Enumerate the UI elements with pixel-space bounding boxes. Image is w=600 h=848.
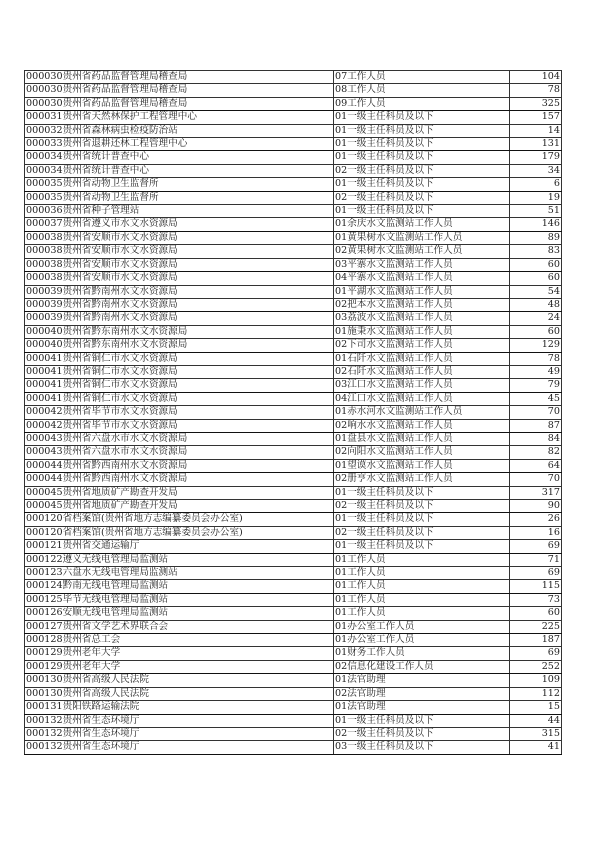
unit-cell: 000030贵州省药品监督管理局稽查局 xyxy=(25,84,334,97)
count-cell: 109 xyxy=(510,674,562,687)
position-cell: 01一级主任科员及以下 xyxy=(334,513,510,526)
count-cell: 64 xyxy=(510,459,562,472)
unit-cell: 000034贵州省统计普查中心 xyxy=(25,164,334,177)
count-cell: 129 xyxy=(510,339,562,352)
count-cell: 252 xyxy=(510,660,562,673)
count-cell: 115 xyxy=(510,580,562,593)
table-row xyxy=(25,620,562,633)
position-cell: 01一级主任科员及以下 xyxy=(334,138,510,151)
count-cell: 157 xyxy=(510,111,562,124)
unit-cell: 000132贵州省生态环境厅 xyxy=(25,741,334,754)
position-cell: 03平寨水文监测站工作人员 xyxy=(334,258,510,271)
position-cell: 01工作人员 xyxy=(334,607,510,620)
position-cell: 04平寨水文监测站工作人员 xyxy=(334,272,510,285)
count-cell: 179 xyxy=(510,151,562,164)
unit-cell: 000128贵州省总工会 xyxy=(25,634,334,647)
count-cell: 71 xyxy=(510,553,562,566)
position-cell: 01一级主任科员及以下 xyxy=(334,178,510,191)
unit-cell: 000129贵州老年大学 xyxy=(25,647,334,660)
count-cell: 78 xyxy=(510,352,562,365)
position-cell: 02一级主任科员及以下 xyxy=(334,191,510,204)
unit-cell: 000120省档案馆(贵州省地方志编纂委员会办公室) xyxy=(25,513,334,526)
table-row xyxy=(25,513,562,526)
unit-cell: 000041贵州省铜仁市水文水资源局 xyxy=(25,392,334,405)
unit-cell: 000035贵州省动物卫生监督所 xyxy=(25,191,334,204)
count-cell: 187 xyxy=(510,634,562,647)
table-row xyxy=(25,580,562,593)
table-row xyxy=(25,191,562,204)
table-body xyxy=(25,71,562,755)
position-cell: 01法官助理 xyxy=(334,701,510,714)
position-cell: 02把本水文监测站工作人员 xyxy=(334,298,510,311)
position-cell: 02响水水文监测站工作人员 xyxy=(334,419,510,432)
unit-cell: 000030贵州省药品监督管理局稽查局 xyxy=(25,71,334,84)
count-cell: 6 xyxy=(510,178,562,191)
position-cell: 08工作人员 xyxy=(334,84,510,97)
count-cell: 83 xyxy=(510,245,562,258)
unit-cell: 000042贵州省毕节市水文水资源局 xyxy=(25,406,334,419)
table-row xyxy=(25,593,562,606)
position-cell: 01工作人员 xyxy=(334,580,510,593)
count-cell: 70 xyxy=(510,406,562,419)
count-cell: 69 xyxy=(510,567,562,580)
position-cell: 02一级主任科员及以下 xyxy=(334,500,510,513)
unit-cell: 000036贵州省种子管理站 xyxy=(25,205,334,218)
table-row xyxy=(25,674,562,687)
unit-cell: 000038贵州省安顺市水文水资源局 xyxy=(25,258,334,271)
position-cell: 01一级主任科员及以下 xyxy=(334,540,510,553)
unit-cell: 000132贵州省生态环境厅 xyxy=(25,714,334,727)
unit-cell: 000042贵州省毕节市水文水资源局 xyxy=(25,419,334,432)
count-cell: 16 xyxy=(510,526,562,539)
table-row xyxy=(25,205,562,218)
count-cell: 51 xyxy=(510,205,562,218)
table-row xyxy=(25,392,562,405)
unit-cell: 000039贵州省黔南州水文水资源局 xyxy=(25,312,334,325)
position-cell: 03荔波水文监测站工作人员 xyxy=(334,312,510,325)
count-cell: 41 xyxy=(510,741,562,754)
count-cell: 325 xyxy=(510,97,562,110)
table-row xyxy=(25,298,562,311)
count-cell: 49 xyxy=(510,365,562,378)
table-row xyxy=(25,500,562,513)
count-cell: 315 xyxy=(510,727,562,740)
unit-cell: 000038贵州省安顺市水文水资源局 xyxy=(25,272,334,285)
position-cell: 04江口水文监测站工作人员 xyxy=(334,392,510,405)
table-row xyxy=(25,164,562,177)
table-row xyxy=(25,687,562,700)
unit-cell: 000132贵州省生态环境厅 xyxy=(25,727,334,740)
position-cell: 01石阡水文监测站工作人员 xyxy=(334,352,510,365)
table-row xyxy=(25,486,562,499)
count-cell: 24 xyxy=(510,312,562,325)
position-cell: 03一级主任科员及以下 xyxy=(334,741,510,754)
position-cell: 02一级主任科员及以下 xyxy=(334,526,510,539)
unit-cell: 000033贵州省退耕还林工程管理中心 xyxy=(25,138,334,151)
unit-cell: 000038贵州省安顺市水文水资源局 xyxy=(25,245,334,258)
unit-cell: 000123六盘水无线电管理局监测站 xyxy=(25,567,334,580)
position-count-table xyxy=(24,70,562,755)
position-cell: 03江口水文监测站工作人员 xyxy=(334,379,510,392)
table-row xyxy=(25,312,562,325)
unit-cell: 000039贵州省黔南州水文水资源局 xyxy=(25,298,334,311)
count-cell: 60 xyxy=(510,258,562,271)
count-cell: 69 xyxy=(510,647,562,660)
unit-cell: 000045贵州省地质矿产勘查开发局 xyxy=(25,486,334,499)
unit-cell: 000045贵州省地质矿产勘查开发局 xyxy=(25,500,334,513)
count-cell: 19 xyxy=(510,191,562,204)
position-cell: 01赤水河水文监测站工作人员 xyxy=(334,406,510,419)
position-cell: 02信息化建设工作人员 xyxy=(334,660,510,673)
count-cell: 70 xyxy=(510,473,562,486)
table-row xyxy=(25,553,562,566)
position-cell: 01余庆水文监测站工作人员 xyxy=(334,218,510,231)
table-row xyxy=(25,459,562,472)
count-cell: 84 xyxy=(510,432,562,445)
table-row xyxy=(25,379,562,392)
position-cell: 07工作人员 xyxy=(334,71,510,84)
count-cell: 73 xyxy=(510,593,562,606)
unit-cell: 000039贵州省黔南州水文水资源局 xyxy=(25,285,334,298)
table-row xyxy=(25,406,562,419)
count-cell: 45 xyxy=(510,392,562,405)
table-row xyxy=(25,432,562,445)
table-row xyxy=(25,634,562,647)
unit-cell: 000034贵州省统计普查中心 xyxy=(25,151,334,164)
count-cell: 54 xyxy=(510,285,562,298)
count-cell: 87 xyxy=(510,419,562,432)
position-cell: 01工作人员 xyxy=(334,553,510,566)
count-cell: 89 xyxy=(510,231,562,244)
table-row xyxy=(25,245,562,258)
unit-cell: 000124黔南无线电管理局监测站 xyxy=(25,580,334,593)
position-cell: 02石阡水文监测站工作人员 xyxy=(334,365,510,378)
count-cell: 60 xyxy=(510,325,562,338)
position-cell: 02下司水文监测站工作人员 xyxy=(334,339,510,352)
unit-cell: 000044贵州省黔西南州水文水资源局 xyxy=(25,459,334,472)
unit-cell: 000120省档案馆(贵州省地方志编纂委员会办公室) xyxy=(25,526,334,539)
table-row xyxy=(25,339,562,352)
table-row xyxy=(25,473,562,486)
count-cell: 82 xyxy=(510,446,562,459)
count-cell: 26 xyxy=(510,513,562,526)
count-cell: 69 xyxy=(510,540,562,553)
table-row xyxy=(25,218,562,231)
count-cell: 79 xyxy=(510,379,562,392)
table-row xyxy=(25,660,562,673)
position-cell: 01办公室工作人员 xyxy=(334,620,510,633)
position-cell: 02一级主任科员及以下 xyxy=(334,727,510,740)
unit-cell: 000040贵州省黔东南州水文水资源局 xyxy=(25,325,334,338)
unit-cell: 000044贵州省黔西南州水文水资源局 xyxy=(25,473,334,486)
position-cell: 02法官助理 xyxy=(334,687,510,700)
unit-cell: 000122遵义无线电管理局监测站 xyxy=(25,553,334,566)
table-row xyxy=(25,272,562,285)
count-cell: 60 xyxy=(510,607,562,620)
count-cell: 15 xyxy=(510,701,562,714)
count-cell: 48 xyxy=(510,298,562,311)
position-cell: 01工作人员 xyxy=(334,567,510,580)
unit-cell: 000125毕节无线电管理局监测站 xyxy=(25,593,334,606)
table-row xyxy=(25,124,562,137)
unit-cell: 000038贵州省安顺市水文水资源局 xyxy=(25,231,334,244)
position-cell: 01一级主任科员及以下 xyxy=(334,205,510,218)
table-row xyxy=(25,352,562,365)
table-row xyxy=(25,567,562,580)
count-cell: 112 xyxy=(510,687,562,700)
position-cell: 02册亨水文监测站工作人员 xyxy=(334,473,510,486)
table-row xyxy=(25,701,562,714)
position-cell: 01平湖水文监测站工作人员 xyxy=(334,285,510,298)
count-cell: 317 xyxy=(510,486,562,499)
table-row xyxy=(25,138,562,151)
position-cell: 01财务工作人员 xyxy=(334,647,510,660)
unit-cell: 000032贵州省森林病虫检疫防治站 xyxy=(25,124,334,137)
count-cell: 225 xyxy=(510,620,562,633)
position-cell: 01办公室工作人员 xyxy=(334,634,510,647)
count-cell: 131 xyxy=(510,138,562,151)
count-cell: 146 xyxy=(510,218,562,231)
unit-cell: 000041贵州省铜仁市水文水资源局 xyxy=(25,379,334,392)
table-row xyxy=(25,151,562,164)
table-row xyxy=(25,727,562,740)
table-row xyxy=(25,714,562,727)
table-row xyxy=(25,97,562,110)
table-row xyxy=(25,285,562,298)
unit-cell: 000129贵州老年大学 xyxy=(25,660,334,673)
table-row xyxy=(25,526,562,539)
table-row xyxy=(25,258,562,271)
table-row xyxy=(25,365,562,378)
table-row xyxy=(25,111,562,124)
table-row xyxy=(25,84,562,97)
position-cell: 01一级主任科员及以下 xyxy=(334,111,510,124)
table-row xyxy=(25,71,562,84)
table-row xyxy=(25,325,562,338)
unit-cell: 000031贵州省天然林保护工程管理中心 xyxy=(25,111,334,124)
count-cell: 60 xyxy=(510,272,562,285)
position-cell: 01施秉水文监测站工作人员 xyxy=(334,325,510,338)
position-cell: 01一级主任科员及以下 xyxy=(334,486,510,499)
unit-cell: 000037贵州省遵义市水文水资源局 xyxy=(25,218,334,231)
unit-cell: 000126安顺无线电管理局监测站 xyxy=(25,607,334,620)
position-cell: 01一级主任科员及以下 xyxy=(334,714,510,727)
position-cell: 01望谟水文监测站工作人员 xyxy=(334,459,510,472)
unit-cell: 000043贵州省六盘水市水文水资源局 xyxy=(25,432,334,445)
position-cell: 01黄果树水文监测站工作人员 xyxy=(334,231,510,244)
position-cell: 09工作人员 xyxy=(334,97,510,110)
unit-cell: 000030贵州省药品监督管理局稽查局 xyxy=(25,97,334,110)
unit-cell: 000041贵州省铜仁市水文水资源局 xyxy=(25,352,334,365)
position-cell: 01盘县水文监测站工作人员 xyxy=(334,432,510,445)
count-cell: 104 xyxy=(510,71,562,84)
unit-cell: 000043贵州省六盘水市水文水资源局 xyxy=(25,446,334,459)
unit-cell: 000121贵州省交通运输厅 xyxy=(25,540,334,553)
position-cell: 01法官助理 xyxy=(334,674,510,687)
unit-cell: 000130贵州省高级人民法院 xyxy=(25,674,334,687)
count-cell: 34 xyxy=(510,164,562,177)
table-row xyxy=(25,446,562,459)
unit-cell: 000041贵州省铜仁市水文水资源局 xyxy=(25,365,334,378)
unit-cell: 000130贵州省高级人民法院 xyxy=(25,687,334,700)
document-page xyxy=(24,70,561,755)
table-row xyxy=(25,607,562,620)
unit-cell: 000127贵州省文学艺术界联合会 xyxy=(25,620,334,633)
position-cell: 02黄果树水文监测站工作人员 xyxy=(334,245,510,258)
unit-cell: 000035贵州省动物卫生监督所 xyxy=(25,178,334,191)
table-row xyxy=(25,178,562,191)
table-row xyxy=(25,540,562,553)
position-cell: 02一级主任科员及以下 xyxy=(334,164,510,177)
position-cell: 02向阳水文监测站工作人员 xyxy=(334,446,510,459)
unit-cell: 000131贵阳铁路运输法院 xyxy=(25,701,334,714)
count-cell: 44 xyxy=(510,714,562,727)
table-row xyxy=(25,741,562,754)
table-row xyxy=(25,231,562,244)
position-cell: 01工作人员 xyxy=(334,593,510,606)
unit-cell: 000040贵州省黔东南州水文水资源局 xyxy=(25,339,334,352)
position-cell: 01一级主任科员及以下 xyxy=(334,124,510,137)
count-cell: 90 xyxy=(510,500,562,513)
count-cell: 78 xyxy=(510,84,562,97)
table-row xyxy=(25,419,562,432)
position-cell: 01一级主任科员及以下 xyxy=(334,151,510,164)
count-cell: 14 xyxy=(510,124,562,137)
table-row xyxy=(25,647,562,660)
